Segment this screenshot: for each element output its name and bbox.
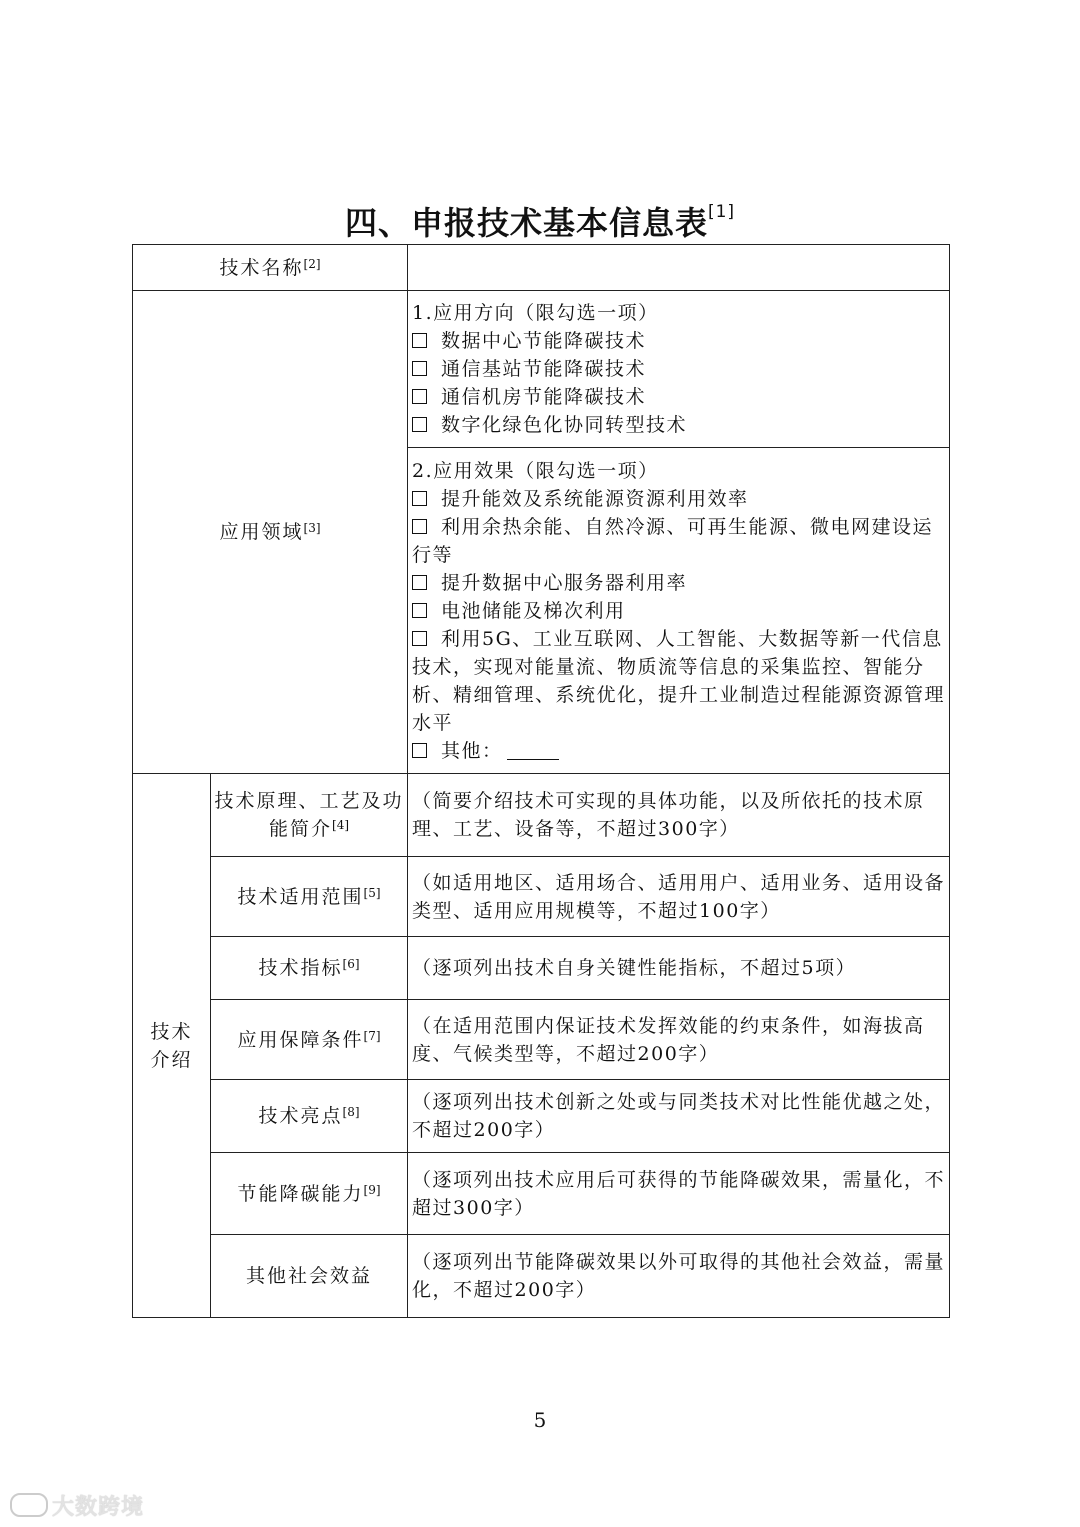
row-intro-1 bbox=[133, 774, 950, 857]
page-title bbox=[0, 198, 1080, 244]
checkbox-icon[interactable] bbox=[412, 491, 427, 506]
watermark-text: 大数跨境 bbox=[52, 1495, 145, 1520]
field-label-cell bbox=[133, 291, 408, 774]
title-footnote: [1] bbox=[707, 202, 736, 222]
effect-option[interactable]: 利用5G、工业互联网、人工智能、大数据等新一代信息技术，实现对能量流、物质流等信息的采集监控、智能分析、精细管理、系统优化，提升工业制造过程能源资源管理水平 bbox=[412, 627, 946, 734]
intro-row-label: 节能降碳能力[9] bbox=[211, 1153, 408, 1235]
intro-group-label: 技术 介绍 bbox=[133, 774, 211, 1318]
direction-option[interactable]: 数字化绿色化协同转型技术 bbox=[412, 411, 946, 439]
intro-row-desc[interactable]: （逐项列出技术自身关键性能指标，不超过5项） bbox=[408, 937, 950, 1000]
checkbox-icon[interactable] bbox=[412, 743, 427, 758]
intro-row-label: 技术适用范围[5] bbox=[211, 857, 408, 937]
intro-row-label: 应用保障条件[7] bbox=[211, 1000, 408, 1080]
row-intro-3 bbox=[133, 937, 950, 1000]
checkbox-icon[interactable] bbox=[412, 519, 427, 534]
direction-cell bbox=[408, 291, 950, 448]
tech-name-footnote: [2] bbox=[303, 256, 321, 271]
direction-option[interactable]: 通信机房节能降碳技术 bbox=[412, 383, 946, 411]
other-blank-field[interactable] bbox=[507, 741, 559, 760]
intro-row-label: 技术亮点[8] bbox=[211, 1080, 408, 1153]
tech-name-value[interactable] bbox=[408, 245, 950, 291]
checkbox-icon[interactable] bbox=[412, 361, 427, 376]
row-intro-5 bbox=[133, 1080, 950, 1153]
direction-option[interactable]: 数据中心节能降碳技术 bbox=[412, 327, 946, 355]
effect-option[interactable]: 提升能效及系统能源资源利用效率 bbox=[412, 485, 946, 513]
checkbox-icon[interactable] bbox=[412, 575, 427, 590]
intro-row-desc[interactable]: （逐项列出技术应用后可获得的节能降碳效果，需量化，不超过300字） bbox=[408, 1153, 950, 1235]
intro-row-desc[interactable]: （在适用范围内保证技术发挥效能的约束条件，如海拔高度、气候类型等，不超过200字） bbox=[408, 1000, 950, 1080]
effect-option[interactable]: 利用余热余能、自然冷源、可再生能源、微电网建设运行等 bbox=[412, 515, 934, 566]
effect-heading: 2.应用效果（限勾选一项） bbox=[412, 459, 659, 482]
row-intro-6 bbox=[133, 1153, 950, 1235]
field-footnote: [3] bbox=[303, 521, 321, 535]
effect-option[interactable]: 提升数据中心服务器利用率 bbox=[412, 569, 946, 597]
checkbox-icon[interactable] bbox=[412, 603, 427, 618]
watermark-logo-icon bbox=[10, 1493, 48, 1517]
checkbox-icon[interactable] bbox=[412, 389, 427, 404]
intro-row-desc[interactable]: （逐项列出节能降碳效果以外可取得的其他社会效益，需量化，不超过200字） bbox=[408, 1235, 950, 1318]
row-intro-7 bbox=[133, 1235, 950, 1318]
effect-option-other[interactable]: 其他： bbox=[412, 737, 946, 765]
intro-row-desc[interactable]: （如适用地区、适用场合、适用用户、适用业务、适用设备类型、适用应用规模等，不超过100字） bbox=[408, 857, 950, 937]
watermark bbox=[10, 1490, 144, 1521]
tech-name-label-cell bbox=[133, 245, 408, 291]
direction-option[interactable]: 通信基站节能降碳技术 bbox=[412, 355, 946, 383]
checkbox-icon[interactable] bbox=[412, 417, 427, 432]
checkbox-icon[interactable] bbox=[412, 333, 427, 348]
effect-cell bbox=[408, 448, 950, 774]
intro-row-desc[interactable]: （逐项列出技术创新之处或与同类技术对比性能优越之处，不超过200字） bbox=[408, 1080, 950, 1153]
page-number: 5 bbox=[533, 1408, 547, 1432]
title-text: 四、申报技术基本信息表 bbox=[344, 204, 708, 242]
intro-row-label: 技术原理、工艺及功能简介[4] bbox=[211, 774, 408, 857]
intro-row-desc[interactable]: （简要介绍技术可实现的具体功能，以及所依托的技术原理、工艺、设备等，不超过300字） bbox=[408, 774, 950, 857]
effect-option[interactable]: 电池储能及梯次利用 bbox=[412, 597, 946, 625]
row-direction bbox=[133, 291, 950, 448]
intro-row-label: 其他社会效益 bbox=[211, 1235, 408, 1318]
info-table bbox=[132, 244, 950, 1318]
row-intro-4 bbox=[133, 1000, 950, 1080]
tech-name-label: 技术名称 bbox=[219, 256, 304, 279]
row-tech-name bbox=[133, 245, 950, 291]
field-label: 应用领域 bbox=[219, 521, 304, 543]
intro-row-label: 技术指标[6] bbox=[211, 937, 408, 1000]
direction-heading: 1.应用方向（限勾选一项） bbox=[412, 302, 659, 324]
checkbox-icon[interactable] bbox=[412, 631, 427, 646]
row-intro-2 bbox=[133, 857, 950, 937]
